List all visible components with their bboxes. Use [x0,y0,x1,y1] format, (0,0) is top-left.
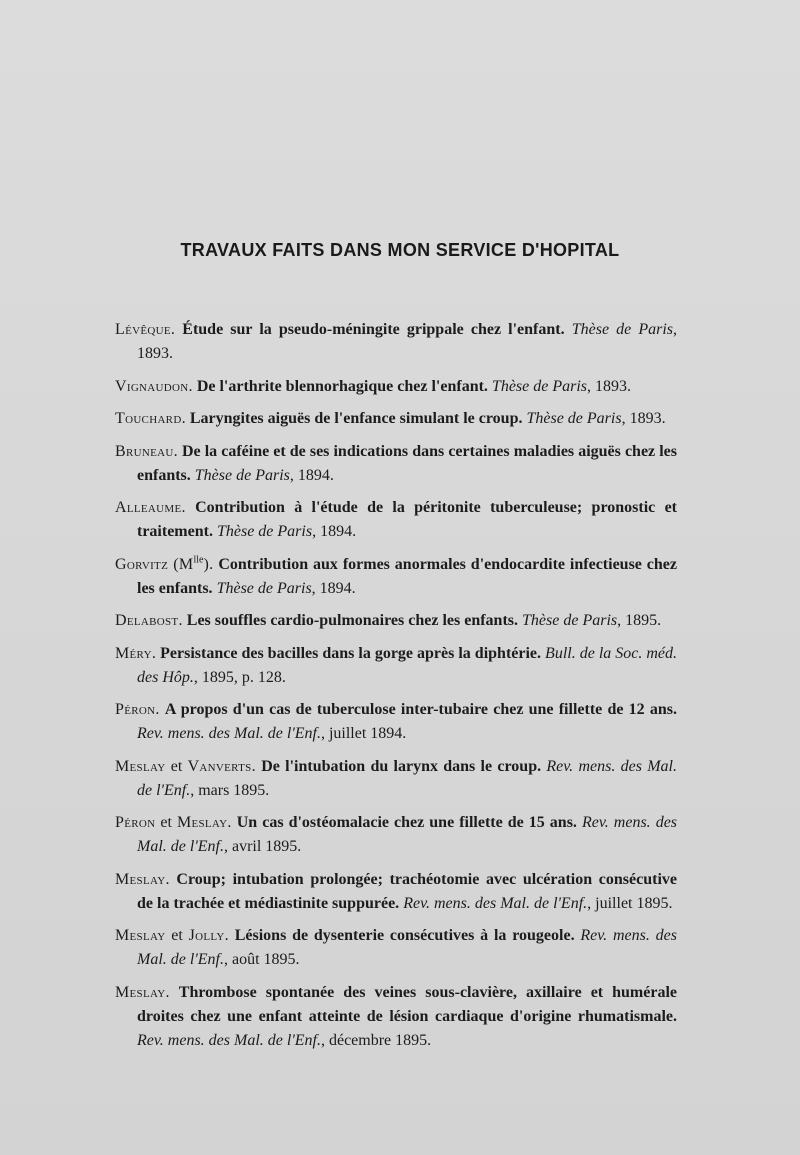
entry-author: Gorvitz (M [115,555,194,573]
list-item [115,811,677,859]
entry-author: Meslay [115,927,166,944]
list-item [115,318,677,366]
entry-author-conjunction: et [165,757,188,775]
entry-title: A propos d'un cas de tuberculose inter-tubaire chez une fillette de 12 ans. [164,701,678,718]
list-item [115,375,677,399]
list-item [115,981,677,1053]
entry-source: Rev. mens. des Mal. de l'Enf. [137,757,677,799]
entry-title: Persistance des bacilles dans la gorge après la diphtérie. [160,644,542,662]
entry-author: Touchard. [115,410,186,427]
entry-source: Thèse de Paris [216,579,312,597]
entry-source: Thèse de Paris [491,377,588,395]
entry-author: Meslay [115,757,166,775]
entry-date: , 1895, p. 128. [193,668,286,686]
entry-source: Rev. mens. des Mal. de l'Enf. [137,814,678,855]
entry-title: Les souffles cardio-pulmonaires chez les enfants. [186,612,519,629]
entry-source: Thèse de Paris [522,612,618,629]
page-title: TRAVAUX FAITS DANS MON SERVICE D'HOPITAL [180,240,620,260]
entry-date: , avril 1895. [223,838,302,855]
entry-source: Rev. mens. des Mal. de l'Enf. [137,927,678,968]
entry-author-conjunction: et [155,814,177,831]
entry-date: , juillet 1895. [587,894,673,912]
list-item [115,609,677,633]
list-item [115,642,677,690]
entry-source: Bull. de la Soc. méd. des Hôp. [137,644,678,686]
entry-date: , juillet 1894. [320,725,407,742]
entry-author: Péron [115,814,156,831]
publication-list [115,318,677,1061]
entry-date: , 1894. [312,523,357,540]
entry-title: De l'intubation du larynx dans le croup. [261,757,542,775]
entry-author-superscript: lle [193,554,204,566]
list-item [115,440,677,488]
entry-title: Étude sur la pseudo-méningite grippale chez l'enfant. [182,321,565,338]
entry-source: Rev. mens. des Mal. de l'Enf. [403,894,588,912]
entry-date: , 1894. [289,466,334,484]
list-item [115,496,677,544]
entry-author: Bruneau. [115,442,178,460]
entry-date: , 1894. [311,579,356,597]
entry-coauthor: Jolly. [188,927,229,944]
entry-author-conjunction: et [165,927,189,944]
entry-date: , 1895. [617,612,662,629]
entry-date: , 1893. [137,321,678,362]
entry-date: , 1893. [587,377,632,395]
list-item [115,868,677,916]
entry-date: , 1893. [621,410,666,427]
entry-title: Un cas d'ostéomalacie chez une fillette de 15 ans. [236,814,577,831]
entry-source: Rev. mens. des Mal. de l'Enf. [137,1031,321,1049]
entry-source: Rev. mens. des Mal. de l'Enf. [137,725,321,742]
entry-title: Contribution à l'étude de la péritonite tuberculeuse; pronostic et traitement. [137,499,678,540]
entry-source: Thèse de Paris [526,410,622,427]
entry-author: Lévêque. [115,321,176,338]
entry-source: Thèse de Paris [194,466,290,484]
entry-date: , août 1895. [223,951,300,968]
list-item [115,924,677,972]
entry-author: Alleaume. [115,499,186,516]
entry-date: , décembre 1895. [320,1031,432,1049]
entry-title: Laryngites aiguës de l'enfance simulant le croup. [189,410,523,427]
entry-author: Péron. [115,701,160,718]
entry-author: Meslay. [115,870,170,888]
entry-coauthor: Meslay. [176,814,232,831]
entry-title: Contribution aux formes anormales d'endocardite infectieuse chez les enfants. [137,555,678,597]
entry-date: , mars 1895. [190,781,270,799]
entry-author: Meslay. [115,983,170,1001]
entry-author: Méry. [115,644,157,662]
list-item [115,553,677,601]
entry-title: Lésions de dysenterie consécutives à la rougeole. [234,927,575,944]
entry-source: Thèse de Paris [571,321,674,338]
entry-title: Croup; intubation prolongée; trachéotomie avec ulcération consécutive de la trachée et médiastinite suppurée. [137,870,677,912]
entry-title: De la caféine et de ses indications dans certaines maladies aiguës chez les enfants. [137,442,678,484]
list-item [115,755,677,803]
entry-title: Thrombose spontanée des veines sous-clavière, axillaire et humérale droites chez une enfant atteinte de lésion cardiaque d'origine rhumatismale. [137,983,678,1025]
entry-source: Thèse de Paris [216,523,313,540]
list-item [115,407,677,431]
entry-title: De l'arthrite blennorhagique chez l'enfant. [196,377,488,395]
entry-author-end: ). [203,555,214,573]
entry-author: Vignaudon. [115,377,193,395]
entry-author: Delabost. [115,612,183,629]
entry-coauthor: Vanverts. [187,757,256,775]
list-item [115,698,677,746]
